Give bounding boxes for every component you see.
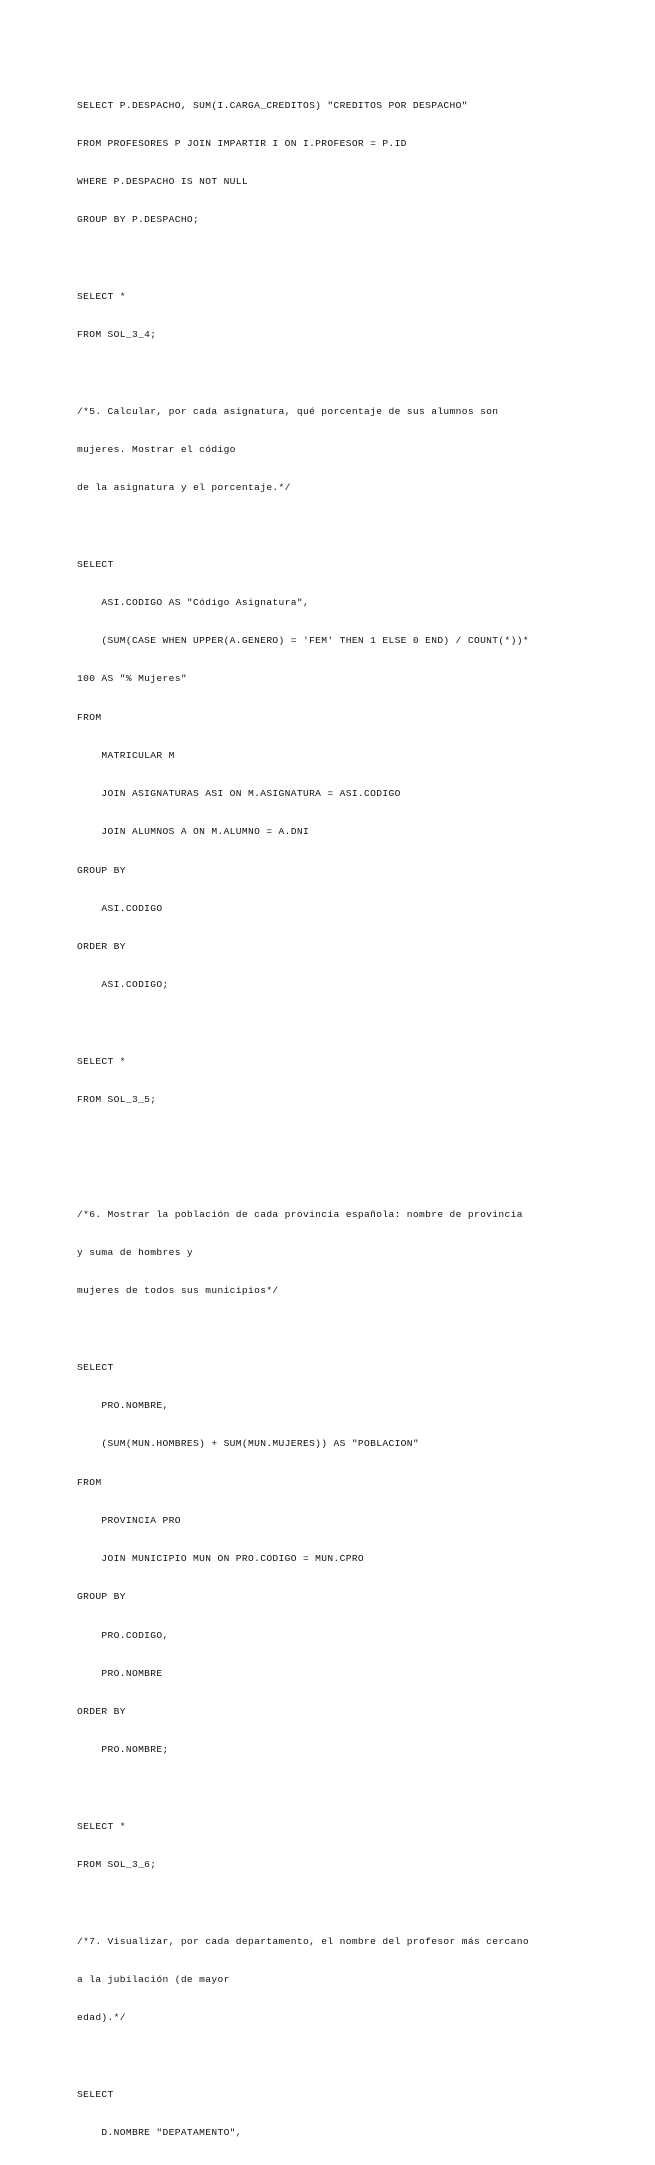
code-line [77,1897,637,1910]
code-line: FROM [77,1476,102,1488]
code-line: PRO.NOMBRE [77,1667,163,1679]
code-line [77,253,637,266]
code-line: D.NOMBRE "DEPATAMENTO", [77,2126,242,2138]
code-line: FROM SOL_3_5; [77,1094,157,1105]
code-line: SELECT * [77,1820,126,1832]
code-line: /*7. Visualizar, por cada departamento, el nombre del profesor más cercano [77,1935,529,1947]
code-line: mujeres de todos sus municipios*/ [77,1285,279,1297]
code-line: JOIN ASIGNATURAS ASI ON M.ASIGNATURA = ASI.CODIGO [77,788,401,799]
code-line: FROM SOL_3_6; [77,1859,157,1870]
code-line: ASI.CODIGO AS "Código Asignatura", [77,596,310,608]
code-line: PRO.NOMBRE; [77,1744,169,1756]
code-line: ORDER BY [77,941,126,952]
code-line [77,520,637,533]
code-line: PRO.CODIGO, [77,1629,169,1641]
code-line: FROM [77,711,102,723]
code-line: GROUP BY [77,1591,126,1603]
code-line: /*6. Mostrar la población de cada provincia española: nombre de provincia [77,1208,523,1220]
code-line: SELECT [77,1361,114,1373]
code-line: a la jubilación (de mayor [77,1973,230,1985]
code-line: (SUM(CASE WHEN UPPER(A.GENERO) = 'FEM' THEN 1 ELSE 0 END) / COUNT(*))* [77,635,529,646]
code-line: edad).*/ [77,2012,126,2023]
code-line [77,1171,637,1184]
code-line: WHERE P.DESPACHO IS NOT NULL [77,176,249,187]
code-line: de la asignatura y el porcentaje.*/ [77,482,291,493]
code-line: JOIN ALUMNOS A ON M.ALUMNO = A.DNI [77,826,310,838]
code-line: mujeres. Mostrar el código [77,443,236,455]
code-line: JOIN MUNICIPIO MUN ON PRO.CODIGO = MUN.CPRO [77,1553,365,1564]
sql-code-listing [77,74,637,2165]
code-line [77,1132,637,1145]
code-line [77,2050,637,2063]
code-line: (SUM(MUN.HOMBRES) + SUM(MUN.MUJERES)) AS "POBLACION" [77,1438,420,1450]
code-line: ASI.CODIGO; [77,979,169,991]
code-line: SELECT * [77,290,126,302]
code-line: ORDER BY [77,1706,126,1717]
code-line [77,1783,637,1796]
code-line [77,1324,637,1337]
code-line: 100 AS "% Mujeres" [77,673,187,685]
code-line: MATRICULAR M [77,749,175,761]
code-line [77,1018,637,1031]
code-line: FROM PROFESORES P JOIN IMPARTIR I ON I.PROFESOR = P.ID [77,137,407,149]
code-line: ASI.CODIGO [77,902,163,914]
code-line: GROUP BY P.DESPACHO; [77,214,200,226]
code-line: SELECT P.DESPACHO, SUM(I.CARGA_CREDITOS) "CREDITOS POR DESPACHO" [77,99,468,111]
code-line: SELECT [77,2088,114,2100]
code-line: SELECT * [77,1055,126,1067]
code-line: PROVINCIA PRO [77,1514,181,1526]
code-line: /*5. Calcular, por cada asignatura, qué porcentaje de sus alumnos son [77,405,499,417]
code-line: PRO.NOMBRE, [77,1400,169,1411]
code-line: GROUP BY [77,864,126,876]
code-line: FROM SOL_3_4; [77,329,157,340]
code-line: y suma de hombres y [77,1247,194,1258]
code-line [77,367,637,380]
code-line: SELECT [77,558,114,570]
